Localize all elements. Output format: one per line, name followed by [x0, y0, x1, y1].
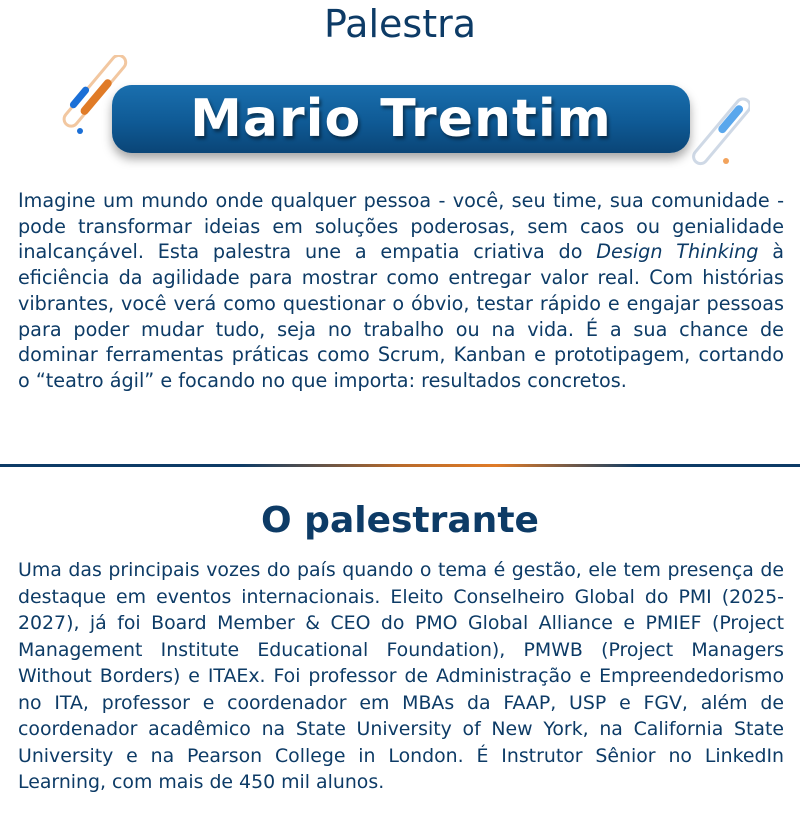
talk-description: [18, 188, 784, 394]
talk-description-intro: Imagine um mundo onde qualquer pessoa - você, seu time, sua comunidade - pode transformar ideias em soluções poderosas, sem caos ou genialidade inalcançável. Esta palestra une a empatia criativa do: [18, 189, 784, 264]
section-divider: [0, 464, 800, 467]
name-banner: [112, 85, 690, 153]
talk-description-rest: à eficiência da agilidade para mostrar como entregar valor real. Com histórias vibrantes, você verá como questionar o óbvio, testar rápido e engajar pessoas para poder mudar tudo, seja no trabalho ou na vida. É a sua chance de dominar ferramentas práticas como Scrum, Kanban e prototipagem, cortando o “teatro ágil” e focando no que importa: resultados concretos.: [18, 240, 784, 392]
talk-description-emphasis: Design Thinking: [596, 240, 759, 264]
speaker-section-title: O palestrante: [261, 500, 539, 541]
name-banner-area: [50, 55, 750, 175]
speaker-name: Mario Trentim: [190, 89, 612, 149]
top-title: Palestra: [323, 2, 477, 46]
speaker-bio: Uma das principais vozes do país quando o tema é gestão, ele tem presença de destaque em eventos internacionais. Eleito Conselheiro Global do PMI (2025-2027), já foi Board Member & CEO do PMO Global Alliance e PMIEF (Project Management Institute Educational Foundation), PMWB (Project Managers Without Borders) e ITAEx. Foi professor de Administração e Empreendedorismo no ITA, professor e coordenador em MBAs da FAAP, USP e FGV, além de coordenador acadêmico na State University of New York, na California State University e na Pearson College in London. É Instrutor Sênior no LinkedIn Learning, com mais de 450 mil alunos.: [18, 559, 784, 793]
decorative-swoosh-right-icon: [690, 95, 750, 175]
